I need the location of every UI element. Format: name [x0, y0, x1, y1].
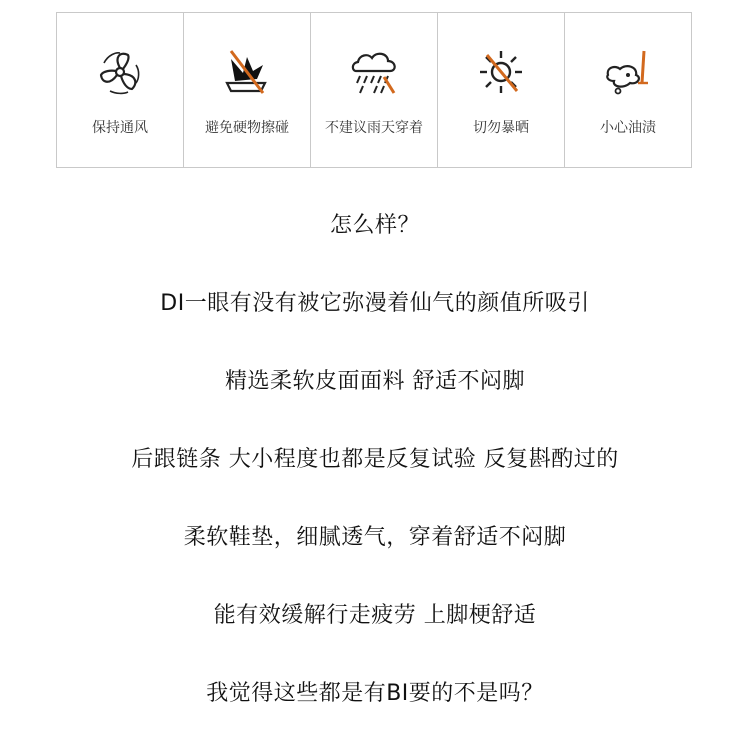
copy-line-question: 怎么样？ — [329, 213, 420, 238]
care-instructions-panel — [56, 12, 692, 168]
copy-line-heel-chain: 后跟链条 大小程度也都是反复试验 反复斟酌过的 — [131, 447, 619, 472]
fan-icon — [90, 47, 150, 97]
care-item-no-rain — [311, 13, 438, 167]
care-label-no-sun: 切勿暴晒 — [473, 120, 529, 136]
care-item-ventilate — [57, 13, 184, 167]
care-item-no-sun — [438, 13, 565, 167]
care-label-no-rain: 不建议雨天穿着 — [325, 120, 423, 136]
copy-line-comfort: 能有效缓解行走疲劳 上脚梗舒适 — [213, 603, 537, 628]
copy-line-material: 精选柔软皮面面料 舒适不闷脚 — [225, 369, 525, 394]
care-label-avoid-scratch: 避免硬物擦碰 — [205, 120, 289, 136]
no-rain-icon — [344, 47, 404, 97]
no-scratch-icon — [217, 47, 277, 97]
care-label-oil-stain: 小心油渍 — [600, 120, 656, 136]
no-sun-icon — [471, 47, 531, 97]
copy-line-appearance: DI一眼有没有被它弥漫着仙气的颜值所吸引 — [160, 291, 590, 316]
oil-stain-icon — [598, 47, 658, 97]
copy-line-insole: 柔软鞋垫，细腻透气，穿着舒适不闷脚 — [183, 525, 567, 550]
care-item-oil-stain — [565, 13, 691, 167]
copy-line-closing: 我觉得这些都是有BI要的不是吗？ — [206, 681, 544, 706]
care-item-avoid-scratch — [184, 13, 311, 167]
care-label-ventilate: 保持通风 — [92, 120, 148, 136]
